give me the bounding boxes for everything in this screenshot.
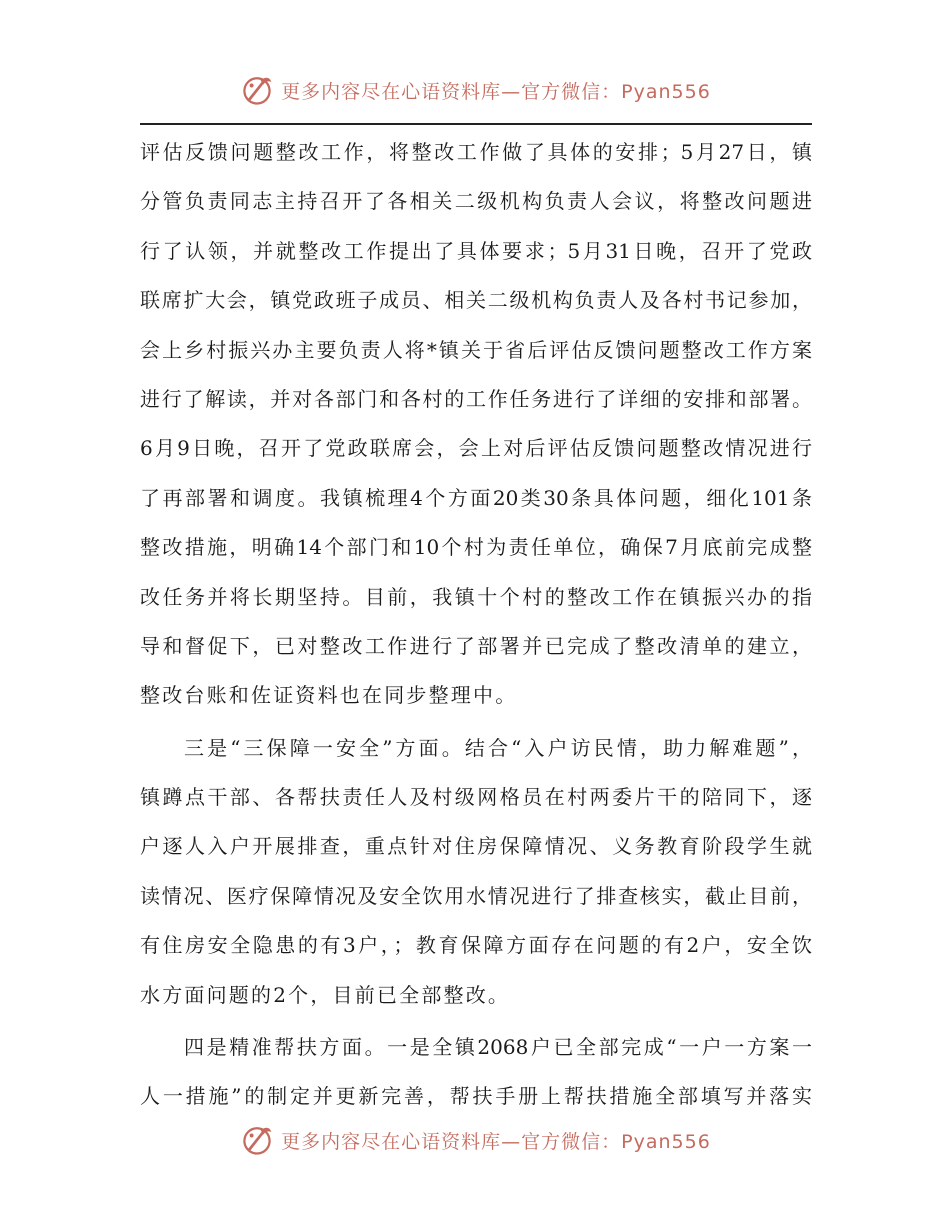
text-line: 整改台账和佐证资料也在同步整理中。 xyxy=(140,683,518,708)
paragraph-start: 三是“三保障一安全”方面。结合“入户访民情，助力解难题”， xyxy=(184,735,812,760)
text-line: 读情况、医疗保障情况及安全饮用水情况进行了排查核实，截止目前， xyxy=(140,883,812,908)
text-line: 整改措施，明确14个部门和10个村为责任单位，确保7月底前完成整 xyxy=(140,535,812,560)
text-line: 联席扩大会，镇党政班子成员、相关二级机构负责人及各村书记参加， xyxy=(140,288,812,313)
header-watermark-text: 更多内容尽在心语资料库—官方微信：Pyan556 xyxy=(281,80,711,103)
text-line: 分管负责同志主持召开了各相关二级机构负责人会议，将整改问题进 xyxy=(140,189,812,214)
footer-watermark xyxy=(0,1120,950,1160)
header-rule xyxy=(140,123,812,125)
header-watermark xyxy=(0,70,950,110)
footer-watermark-text: 更多内容尽在心语资料库—官方微信：Pyan556 xyxy=(281,1130,711,1153)
text-line: 了再部署和调度。我镇梳理4个方面20类30条具体问题，细化101条 xyxy=(140,485,812,510)
text-line: 评估反馈问题整改工作，将整改工作做了具体的安排；5月27日，镇 xyxy=(140,140,812,164)
text-line: 会上乡村振兴办主要负责人将*镇关于省后评估反馈问题整改工作方案 xyxy=(140,337,812,362)
text-line: 6月9日晚，召开了党政联席会，会上对后评估反馈问题整改情况进行 xyxy=(140,436,812,461)
text-line: 水方面问题的2个，目前已全部整改。 xyxy=(140,982,511,1007)
logo-icon xyxy=(239,72,275,108)
text-line: 导和督促下，已对整改工作进行了部署并已完成了整改清单的建立， xyxy=(140,633,812,658)
document-body xyxy=(140,128,812,1122)
text-line: 镇蹲点干部、各帮扶责任人及村级网格员在村两委片干的陪同下，逐 xyxy=(140,785,812,810)
text-line: 人一措施”的制定并更新完善，帮扶手册上帮扶措施全部填写并落实 xyxy=(140,1084,812,1109)
text-line: 户逐人入户开展排查，重点针对住房保障情况、义务教育阶段学生就 xyxy=(140,834,812,859)
text-line: 进行了解读，并对各部门和各村的工作任务进行了详细的安排和部署。 xyxy=(140,386,812,411)
logo-icon xyxy=(239,1122,275,1158)
text-line: 有住房安全隐患的有3户，；教育保障方面存在问题的有2户，安全饮 xyxy=(140,933,812,958)
paragraph-start: 四是精准帮扶方面。一是全镇2068户已全部完成“一户一方案一 xyxy=(184,1035,812,1060)
text-line: 行了认领，并就整改工作提出了具体要求；5月31日晚，召开了党政 xyxy=(140,238,812,263)
text-line: 改任务并将长期坚持。目前，我镇十个村的整改工作在镇振兴办的指 xyxy=(140,584,812,609)
